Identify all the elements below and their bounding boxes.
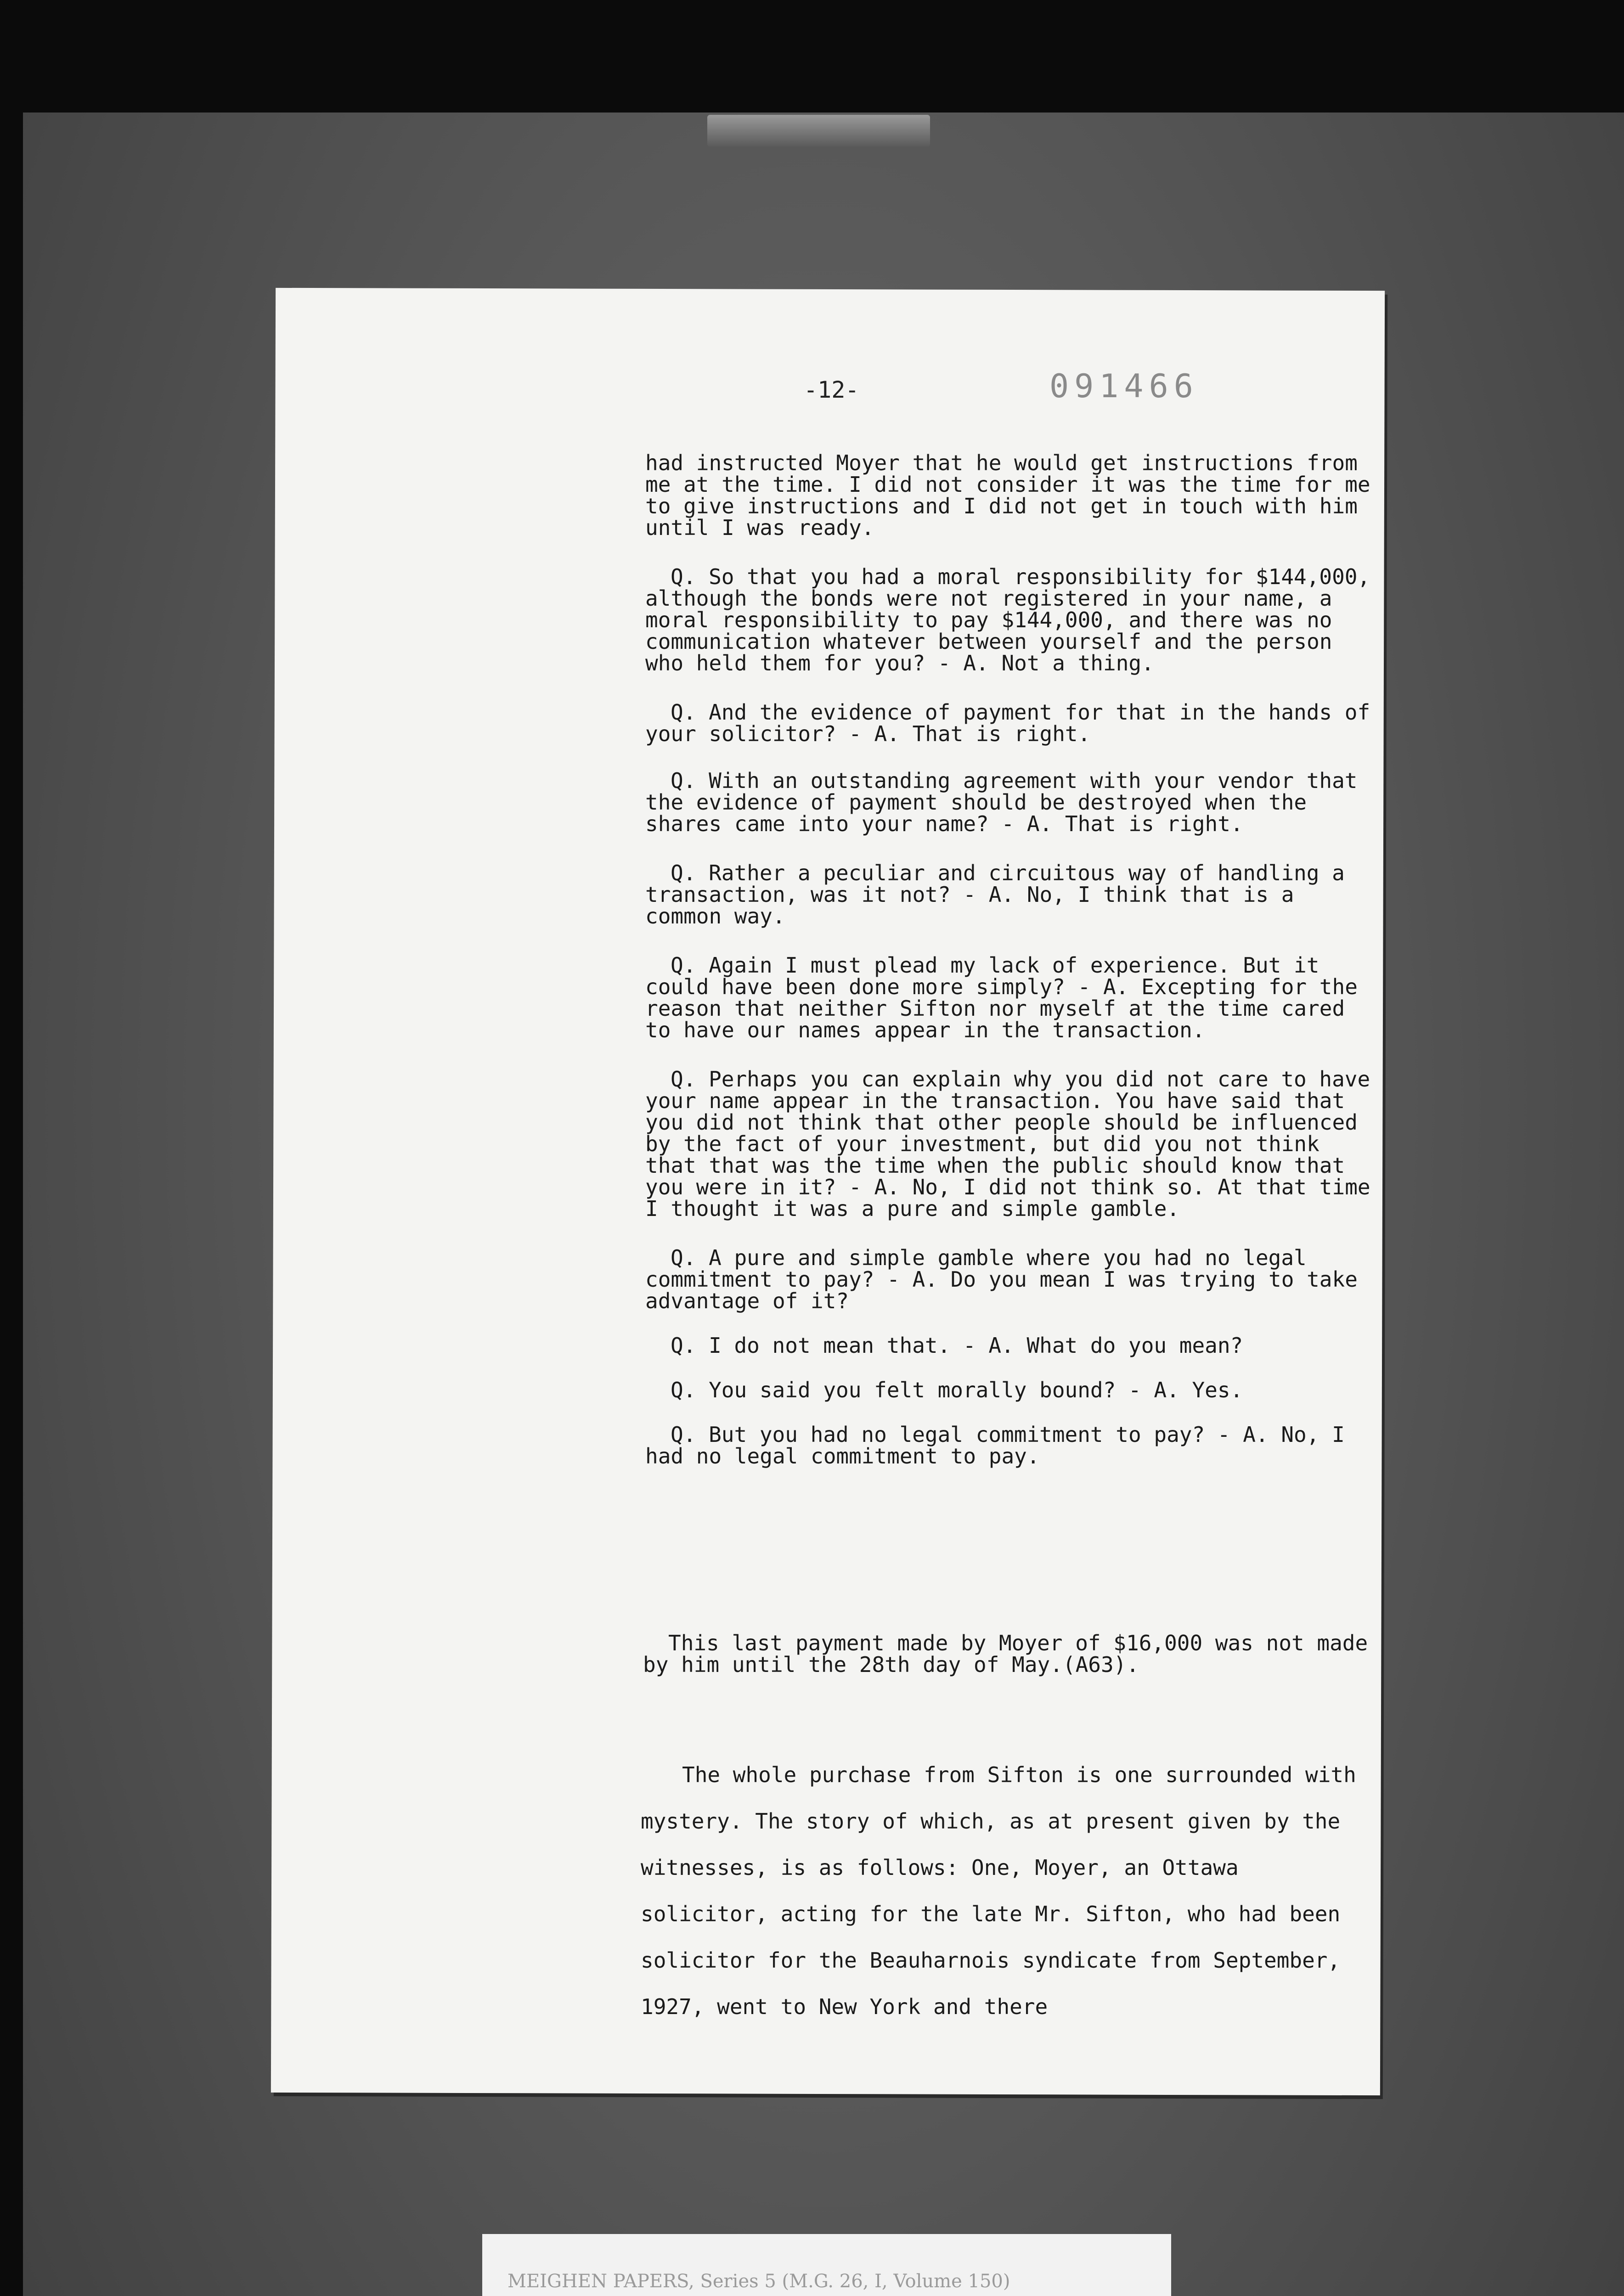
archive-stamp-number: 091466 — [1049, 367, 1199, 405]
testimony-paragraph: Q. With an outstanding agreement with your vendor that the evidence of payment should be destroyed when the shares came into your name? - A. That is right. — [645, 768, 1358, 836]
testimony-paragraph: Q. Again I must plead my lack of experience. But it could have been done more simply? - A. Excepting for the reason that neither Sifton nor myself at the time cared to have our names appear in the transaction. — [645, 953, 1358, 1042]
testimony-paragraph: Q. A pure and simple gamble where you had no legal commitment to pay? - A. Do you mean I was trying to take advantage of it? — [645, 1245, 1358, 1313]
testimony-paragraph: had instructed Moyer that he would get instructions from me at the time. I did not consider it was the time for me to give instructions and I did not get in touch with him until I was ready. — [645, 450, 1370, 540]
last-payment-paragraph: This last payment made by Moyer of $16,000 was not made by him until the 28th day of May.(A63). — [643, 1631, 1368, 1677]
testimony-block — [645, 452, 1380, 1467]
testimony-paragraph: Q. I do not mean that. - A. What do you mean? — [671, 1333, 1243, 1358]
testimony-paragraph: Q. And the evidence of payment for that in the hands of your solicitor? - A. That is right. — [645, 700, 1370, 746]
page-number: -12- — [804, 377, 859, 403]
narrative-paragraph: The whole purchase from Sifton is one surrounded with mystery. The story of which, as at present given by the witnesses, is as follows: One, Moyer, an Ottawa solicitor, acting for the late Mr. Sifton, who had been solicitor for the Beauharnois syndicate from September, 1927, went to New York and there — [641, 1762, 1356, 2019]
testimony-paragraph: Q. Perhaps you can explain why you did not care to have your name appear in the transaction. You have said that you did not think that other people should be influenced by the fact of your investment, but did you not think that that was the time when the public should know that you were in it? - A. No, I did not think so. At that time I thought it was a pure and simple gamble. — [645, 1067, 1370, 1221]
testimony-paragraph: Q. But you had no legal commitment to pay? - A. No, I had no legal commitment to pay. — [645, 1422, 1345, 1469]
testimony-paragraph: Q. You said you felt morally bound? - A. Yes. — [671, 1378, 1243, 1402]
reference-label-text: MEIGHEN PAPERS, Series 5 (M.G. 26, I, Volume 150) — [508, 2271, 1010, 2292]
testimony-paragraph: Q. So that you had a moral responsibility for $144,000, although the bonds were not registered in your name, a moral responsibility to pay $144,000, and there was no communication whatever between yourself and the person who held them for you? - A. Not a thing. — [645, 564, 1370, 675]
testimony-paragraph: Q. Rather a peculiar and circuitous way of handling a transaction, was it not? - A. No, I think that is a common way. — [645, 861, 1345, 929]
paper-clip — [707, 115, 930, 147]
